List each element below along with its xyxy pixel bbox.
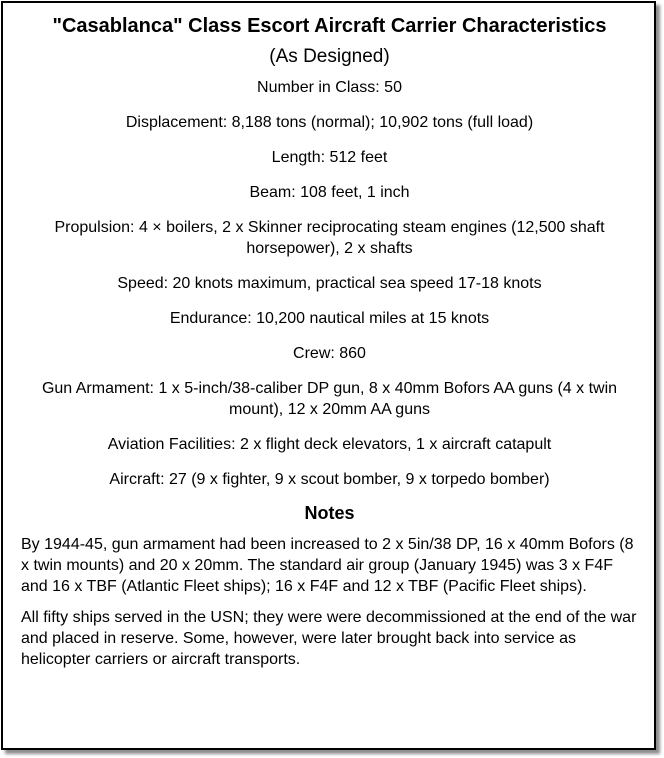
spec-number-in-class: Number in Class: 50: [257, 79, 402, 96]
note-paragraph-armament: By 1944-45, gun armament had been increased to 2 x 5in/38 DP, 16 x 40mm Bofors (8 x twin mounts) and 20 x 20mm. The standard air group (January 1945) was 3 x F4F and 16 x TBF (Atlantic Fleet ships); 16 x F4F and 12 x TBF (Pacific Fleet ships).: [21, 536, 634, 595]
spec-aviation-facilities: Aviation Facilities: 2 x flight deck elevators, 1 x aircraft catapult: [107, 436, 552, 453]
page-title: "Casablanca" Class Escort Aircraft Carrier Characteristics: [52, 15, 607, 37]
spec-gun-armament: Gun Armament: 1 x 5-inch/38-caliber DP gun, 8 x 40mm Bofors AA guns (4 x twin mount), 12 x 20mm AA guns: [41, 380, 618, 418]
spec-displacement: Displacement: 8,188 tons (normal); 10,902 tons (full load): [125, 114, 534, 131]
spec-length: Length: 512 feet: [271, 149, 388, 166]
spec-crew: Crew: 860: [293, 345, 366, 362]
spec-aircraft: Aircraft: 27 (9 x fighter, 9 x scout bomber, 9 x torpedo bomber): [109, 471, 550, 488]
spec-endurance: Endurance: 10,200 nautical miles at 15 knots: [169, 310, 490, 327]
document-content: [3, 3, 654, 670]
spec-speed: Speed: 20 knots maximum, practical sea speed 17-18 knots: [117, 275, 542, 292]
note-paragraph-service: All fifty ships served in the USN; they were were decommissioned at the end of the war and placed in reserve. Some, however, were later brought back into service as helicopter carriers or aircraft transports.: [21, 609, 637, 668]
notes-heading: Notes: [304, 503, 355, 523]
page-subtitle: (As Designed): [269, 46, 390, 67]
spec-propulsion: Propulsion: 4 × boilers, 2 x Skinner reciprocating steam engines (12,500 shaft horsepower), 2 x shafts: [54, 219, 605, 257]
document-frame: [1, 1, 656, 750]
spec-beam: Beam: 108 feet, 1 inch: [249, 184, 410, 201]
